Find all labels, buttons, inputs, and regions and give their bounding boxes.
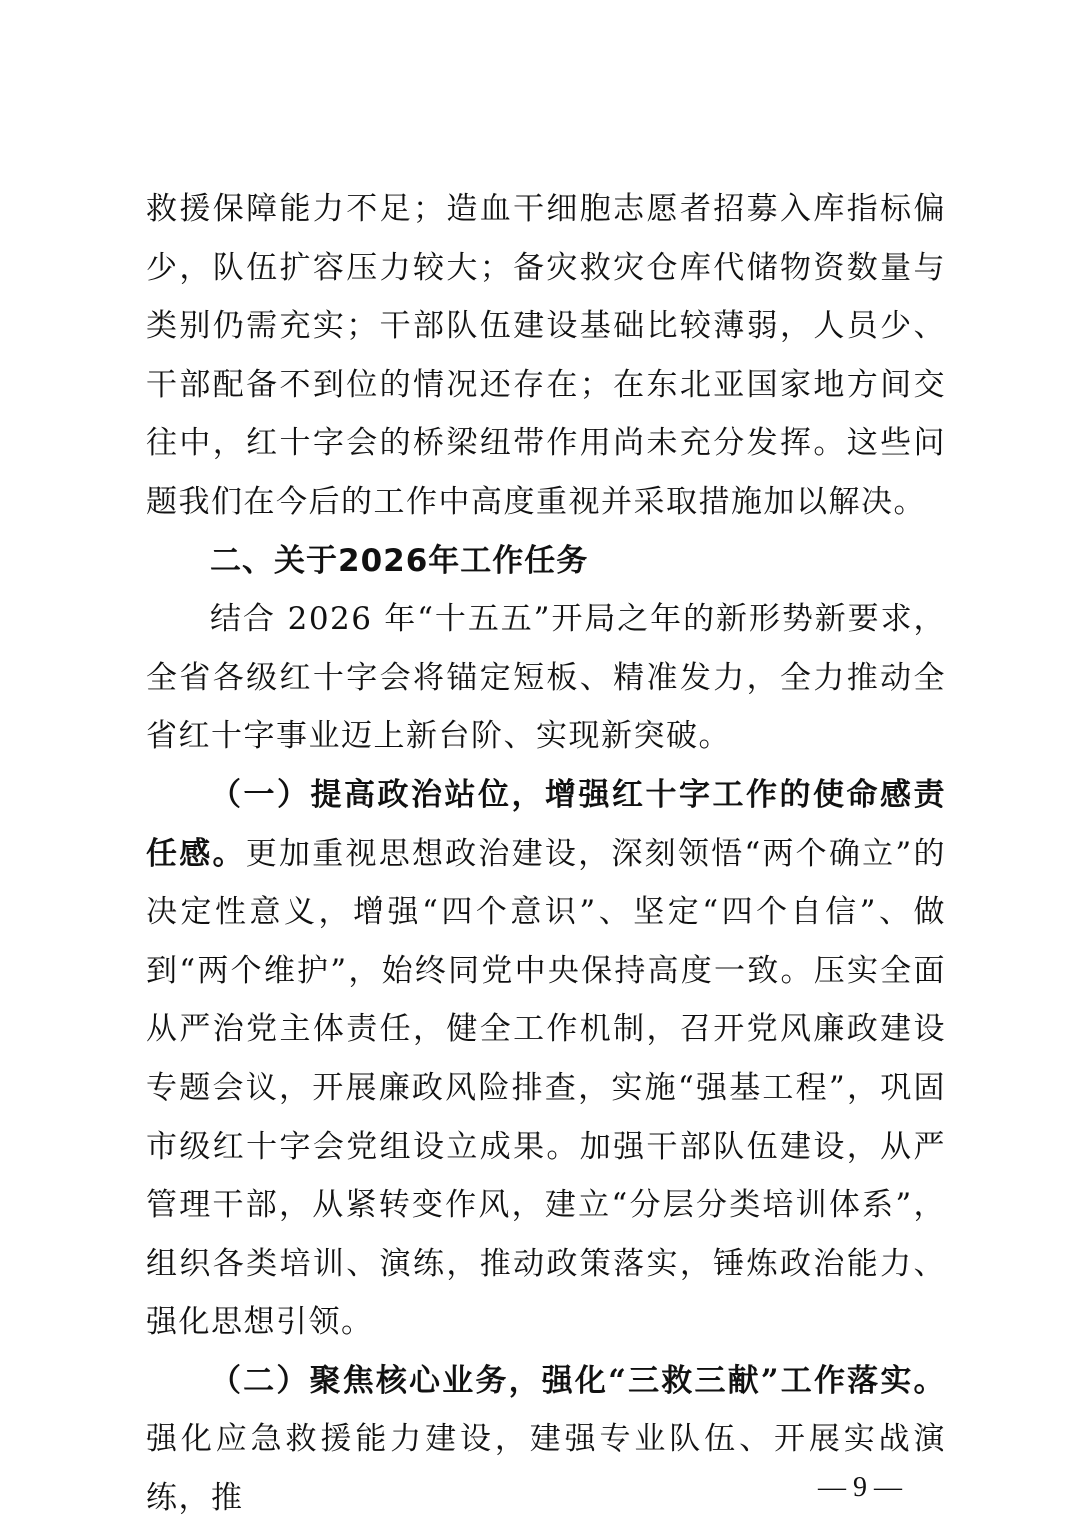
paragraph-core-business-body: 强化应急救援能力建设，建强专业队伍、开展实战演练，推 (146, 1421, 946, 1517)
paragraph-political-stance (146, 766, 946, 1352)
paragraph-intro-2026: 结合 2026 年“十五五”开局之年的新形势新要求，全省各级红十字会将锚定短板、精准发力，全力推动全省红十字事业迈上新台阶、实现新突破。 (146, 601, 946, 755)
section-heading-2026-tasks: 二、关于2026年工作任务 (210, 542, 589, 579)
subheading-political-stance: （一）提高政治站位，增强红十字工作的使命感责任感。 (146, 776, 946, 872)
paragraph-problems: 救援保障能力不足；造血干细胞志愿者招募入库指标偏少，队伍扩容压力较大；备灾救灾仓库代储物资数量与类别仍需充实；干部队伍建设基础比较薄弱，人员少、干部配备不到位的情况还存在；在东北亚国家地方间交往中，红十字会的桥梁纽带作用尚未充分发挥。这些问题我们在今后的工作中高度重视并采取措施加以解决。 (146, 191, 946, 520)
document-body (146, 180, 946, 1528)
paragraph-political-stance-body: 更加重视思想政治建设，深刻领悟“两个确立”的决定性意义，增强“四个意识”、坚定“四个自信”、做到“两个维护”，始终同党中央保持高度一致。压实全面从严治党主体责任，健全工作机制，召开党风廉政建设专题会议，开展廉政风险排查，实施“强基工程”，巩固市级红十字会党组设立成果。加强干部队伍建设，从严管理干部，从紧转变作风，建立“分层分类培训体系”，组织各类培训、演练，推动政策落实，锤炼政治能力、强化思想引领。 (146, 835, 947, 1341)
page-number: — 9 — (818, 1472, 902, 1503)
subheading-core-business: （二）聚焦核心业务，强化“三救三献”工作落实。 (210, 1362, 946, 1399)
